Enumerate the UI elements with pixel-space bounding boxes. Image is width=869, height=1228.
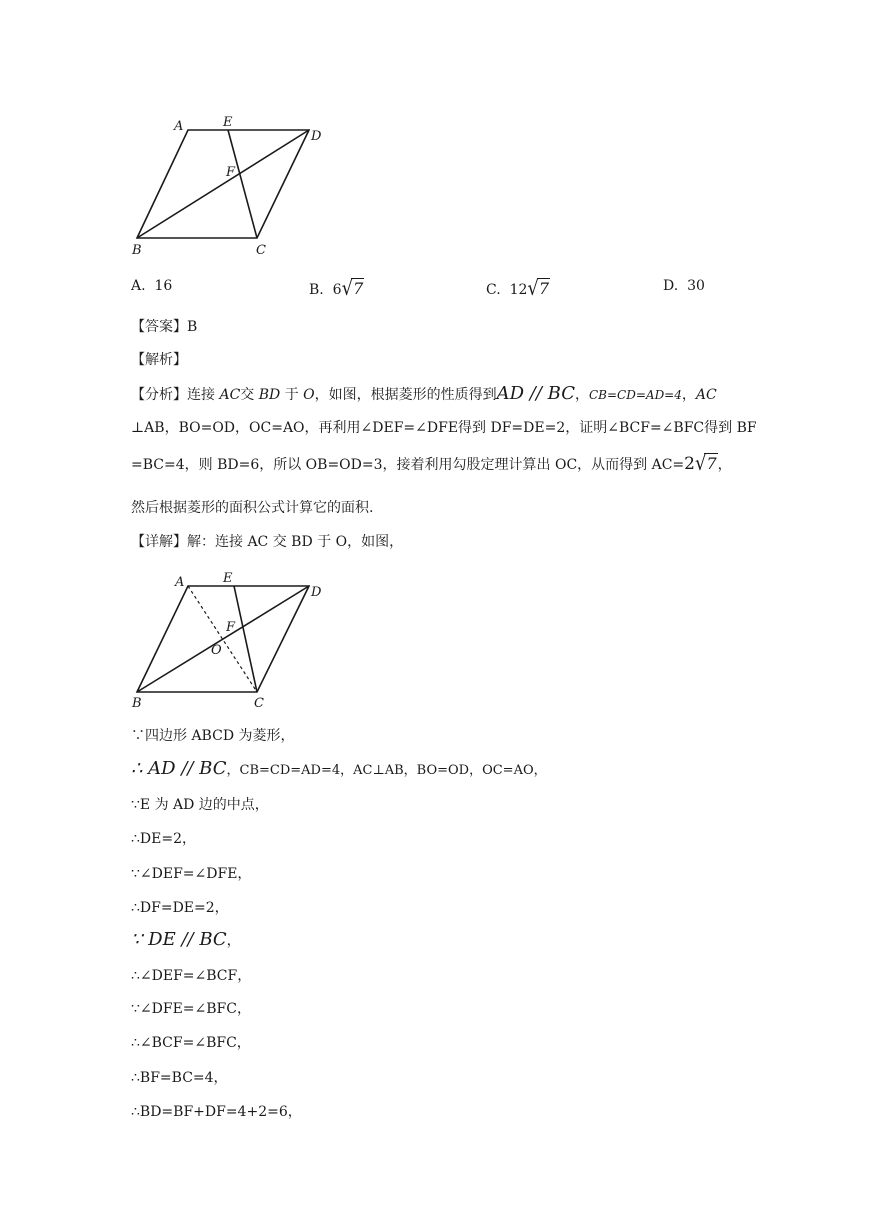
rhombus-figure-1 bbox=[120, 108, 350, 263]
option-c: C. 12√7 bbox=[486, 276, 550, 301]
label-a-2: A bbox=[175, 575, 185, 590]
label-c: C bbox=[256, 243, 266, 258]
step-6: ∴DF=DE=2， bbox=[131, 900, 229, 916]
segment-ec-2 bbox=[234, 586, 257, 692]
analysis-line-1: 【分析】连接 AC交 BD 于 O，如图，根据菱形的性质得到AD // BC，CB=CD=AD=4，AC bbox=[131, 383, 717, 404]
label-a: A bbox=[174, 119, 184, 134]
step-1: ∵四边形 ABCD 为菱形， bbox=[131, 728, 295, 744]
label-b: B bbox=[132, 243, 142, 258]
step-12: ∴BD=BF+DF=4+2=6， bbox=[131, 1104, 302, 1120]
analysis-heading: 【解析】 bbox=[131, 352, 187, 368]
analysis-line-2: ⊥AB，BO=OD，OC=AO，再利用∠DEF=∠DFE得到 DF=DE=2，证明∠BCF=∠BFC得到 BF bbox=[131, 420, 757, 436]
label-b-2: B bbox=[132, 696, 142, 711]
step-10: ∴∠BCF=∠BFC， bbox=[131, 1035, 251, 1051]
step-3: ∵E 为 AD 边的中点， bbox=[131, 797, 269, 813]
label-e: E bbox=[223, 115, 233, 130]
option-a: A. 16 bbox=[131, 278, 173, 294]
label-f-2: F bbox=[226, 620, 236, 635]
step-9: ∵∠DFE=∠BFC， bbox=[131, 1001, 251, 1017]
step-4: ∴DE=2， bbox=[131, 831, 196, 847]
label-c-2: C bbox=[254, 696, 264, 711]
label-o-2: O bbox=[211, 643, 222, 658]
answer-line: 【答案】B bbox=[131, 319, 198, 335]
option-d: D. 30 bbox=[663, 278, 705, 294]
step-7: ∵ DE // BC， bbox=[131, 929, 241, 950]
label-d: D bbox=[311, 129, 322, 144]
analysis-line-3: =BC=4，则 BD=6，所以 OB=OD=3，接着利用勾股定理计算出 OC，从而得到 AC=2√7， bbox=[131, 451, 732, 476]
detail-heading: 【详解】解：连接 AC 交 BD 于 O，如图， bbox=[131, 534, 404, 550]
step-11: ∴BF=BC=4， bbox=[131, 1070, 228, 1086]
label-f: F bbox=[226, 165, 236, 180]
step-8: ∴∠DEF=∠BCF， bbox=[131, 968, 252, 984]
analysis-line-4: 然后根据菱形的面积公式计算它的面积. bbox=[131, 500, 374, 516]
segment-ec bbox=[228, 130, 257, 238]
option-b: B. 6√7 bbox=[309, 276, 364, 301]
step-2: ∴ AD // BC，CB=CD=AD=4，AC⊥AB，BO=OD，OC=AO， bbox=[131, 758, 547, 779]
step-5: ∵∠DEF=∠DFE， bbox=[131, 866, 252, 882]
rhombus-figure-2 bbox=[120, 566, 350, 716]
label-e-2: E bbox=[223, 571, 233, 586]
label-d-2: D bbox=[311, 585, 322, 600]
